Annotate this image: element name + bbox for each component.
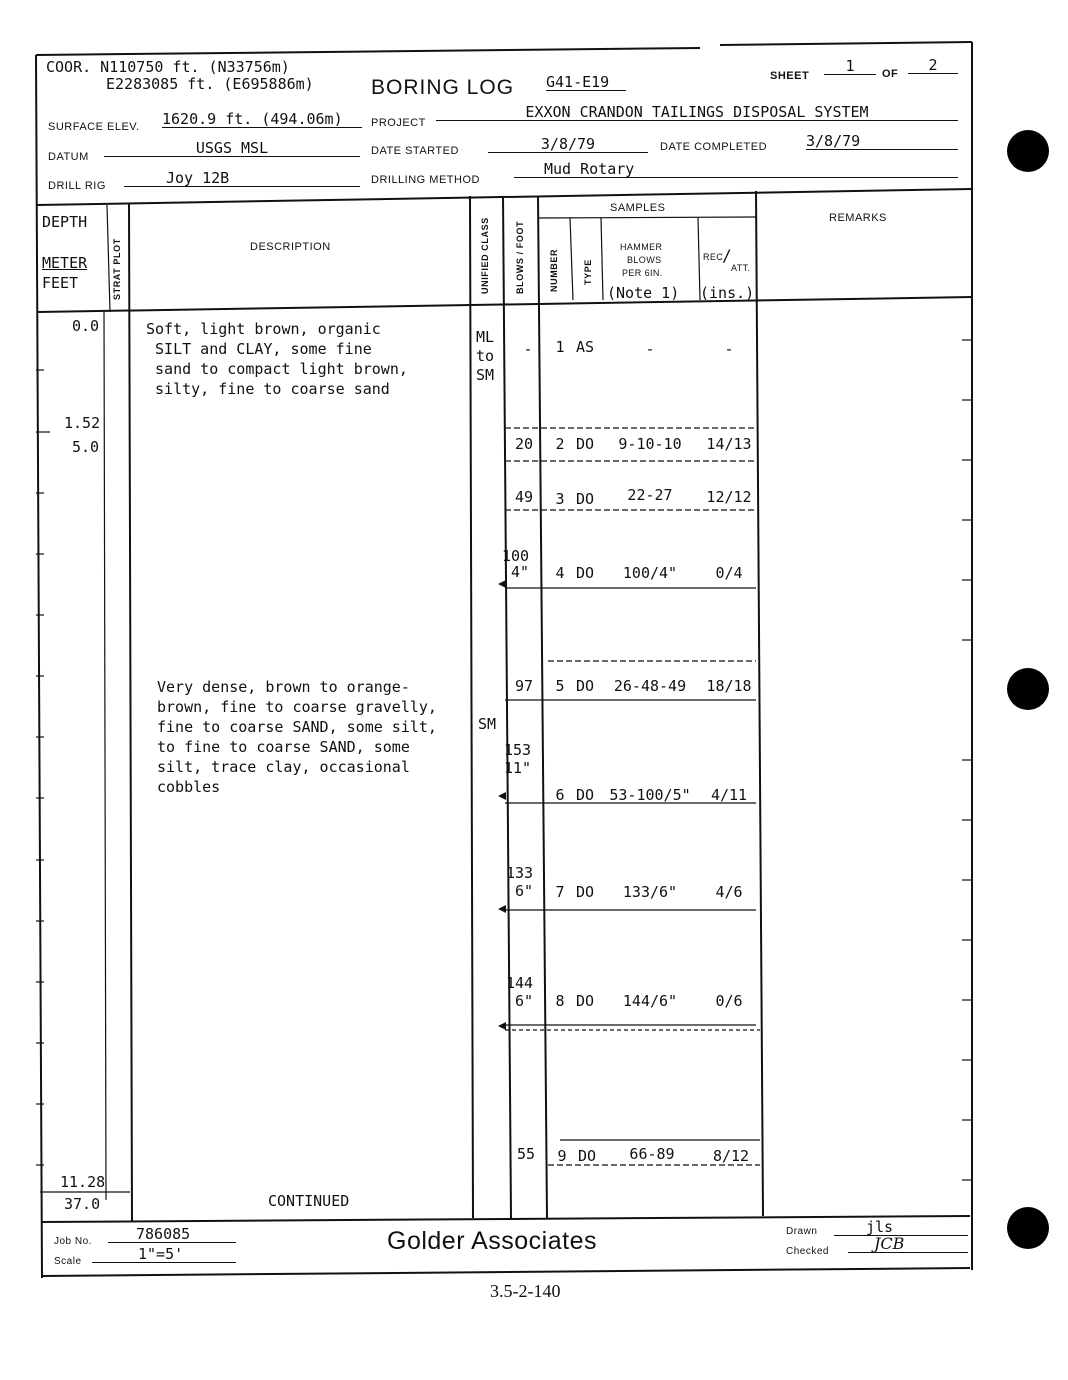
blows-per-foot: 20 [514, 435, 534, 453]
job-no-value: 786085 [108, 1226, 236, 1243]
stratum-1-description: Soft, light brown, organic SILT and CLAY, some fine sand to compact light brown, silty, fine to coarse sand [146, 320, 408, 398]
depth-bottom-feet: 37.0 [64, 1195, 101, 1213]
datum-label: DATUM [48, 151, 89, 163]
recovery: 18/18 [706, 677, 752, 695]
datum-value: USGS MSL [104, 140, 360, 157]
date-completed-value: 3/8/79 [806, 133, 958, 150]
checked-label: Checked [786, 1246, 829, 1257]
remarks-header: REMARKS [829, 212, 887, 224]
hammer-header-1: HAMMER [620, 242, 663, 252]
company-name: Golder Associates [387, 1227, 597, 1255]
hammer-blows: 22-27 [627, 486, 673, 504]
drawn-value: jls [834, 1219, 968, 1236]
sample-number: 5 [555, 677, 565, 695]
samples-header: SAMPLES [610, 202, 666, 214]
date-started-label: DATE STARTED [371, 145, 459, 157]
project-value: EXXON CRANDON TAILINGS DISPOSAL SYSTEM [436, 104, 958, 121]
coordinates-line-1: COOR. N110750 ft. (N33756m) [46, 58, 290, 76]
hammer-blows: - [645, 340, 655, 358]
form-title: BORING LOG [371, 76, 515, 99]
blows-per-foot-header: BLOWS / FOOT [515, 220, 525, 294]
recovery: 14/13 [706, 435, 752, 453]
depth-mid-feet: 5.0 [72, 438, 100, 456]
rec-units: (ins.) [700, 284, 755, 302]
rec-header: REC [703, 252, 724, 262]
recovery: - [724, 340, 734, 358]
number-header: NUMBER [549, 248, 559, 292]
sheet-number: 1 [824, 58, 876, 75]
continued-label: CONTINUED [268, 1192, 350, 1210]
sheet-total: 2 [908, 57, 958, 74]
blows-per-foot: 153 11" [504, 741, 532, 777]
recovery: 0/4 [715, 564, 743, 582]
hammer-blows: 133/6" [622, 883, 678, 901]
blows-per-foot: 100 4" [502, 547, 530, 581]
recovery: 12/12 [706, 488, 752, 506]
job-no-label: Job No. [54, 1236, 92, 1247]
blows-per-foot: 49 [514, 488, 534, 506]
boring-id: G41-E19 [546, 74, 626, 91]
sample-type: DO [577, 1147, 597, 1165]
depth-top-feet: 0.0 [72, 317, 100, 335]
feet-header: FEET [42, 274, 79, 292]
depth-mid-meters: 1.52 [64, 414, 101, 432]
date-completed-label: DATE COMPLETED [660, 141, 768, 153]
unified-class-header: UNIFIED CLASS [480, 217, 490, 294]
sample-type: AS [575, 338, 595, 356]
drilling-method-label: DRILLING METHOD [371, 174, 480, 186]
surface-elev-label: SURFACE ELEV. [48, 121, 140, 133]
hammer-blows: 144/6" [622, 992, 678, 1010]
date-started-value: 3/8/79 [488, 136, 648, 153]
att-header: ATT. [731, 263, 751, 273]
sample-number: 9 [557, 1147, 567, 1165]
sheet-label: SHEET [770, 70, 810, 82]
sample-type: DO [575, 677, 595, 695]
sample-type: DO [575, 435, 595, 453]
stratum-1-class: ML to SM [476, 328, 495, 384]
hammer-note: (Note 1) [607, 284, 680, 302]
hammer-blows: 100/4" [622, 564, 678, 582]
sample-number: 8 [555, 992, 565, 1010]
sample-type: DO [575, 490, 595, 508]
sample-number: 4 [555, 564, 565, 582]
strat-plot-header: STRAT PLOT [112, 238, 122, 300]
blows-per-foot: - [523, 340, 533, 358]
sample-number: 1 [555, 338, 565, 356]
coordinates-line-2: E2283085 ft. (E695886m) [106, 75, 314, 93]
sample-number: 6 [555, 786, 565, 804]
page-number: 3.5-2-140 [490, 1281, 561, 1301]
project-label: PROJECT [371, 117, 426, 129]
sample-number: 7 [555, 883, 565, 901]
hammer-header-3: PER 6IN. [622, 268, 663, 278]
rec-att-slash: / [722, 246, 732, 265]
meter-header: METER [42, 254, 88, 272]
surface-elev-value: 1620.9 ft. (494.06m) [162, 111, 362, 128]
sample-number: 3 [555, 490, 565, 508]
depth-bottom-meters: 11.28 [60, 1173, 106, 1191]
description-header: DESCRIPTION [250, 241, 331, 253]
drawn-label: Drawn [786, 1226, 818, 1237]
hammer-blows: 53-100/5" [609, 786, 691, 804]
blows-per-foot: 97 [514, 677, 534, 695]
sample-type: DO [575, 992, 595, 1010]
recovery: 4/11 [710, 786, 748, 804]
sample-type: DO [575, 564, 595, 582]
blows-per-foot: 55 [516, 1145, 536, 1163]
hammer-blows: 26-48-49 [613, 677, 687, 695]
depth-header: DEPTH [42, 213, 88, 231]
of-label: OF [882, 68, 899, 80]
sample-type: DO [575, 786, 595, 804]
stratum-2-class: SM [478, 715, 497, 733]
checked-value: JCB [848, 1236, 968, 1253]
type-header: TYPE [583, 259, 593, 285]
drill-rig-label: DRILL RIG [48, 180, 106, 192]
stratum-2-description: Very dense, brown to orange- brown, fine to coarse gravelly, fine to coarse SAND, some silt, to fine to coarse SAND, some silt, trace clay, occasional cobbles [157, 678, 437, 796]
hammer-blows: 9-10-10 [618, 435, 682, 453]
sample-type: DO [575, 883, 595, 901]
hammer-blows: 66-89 [629, 1145, 675, 1163]
scale-value: 1"=5' [92, 1246, 236, 1263]
drill-rig-value: Joy 12B [124, 170, 360, 187]
drilling-method-value: Mud Rotary [514, 161, 958, 178]
recovery: 8/12 [712, 1147, 750, 1165]
hammer-header-2: BLOWS [627, 255, 662, 265]
scale-label: Scale [54, 1256, 82, 1267]
blows-per-foot: 133 6" [506, 864, 534, 900]
sample-number: 2 [555, 435, 565, 453]
recovery: 4/6 [715, 883, 743, 901]
blows-per-foot: 144 6" [506, 974, 534, 1010]
recovery: 0/6 [715, 992, 743, 1010]
